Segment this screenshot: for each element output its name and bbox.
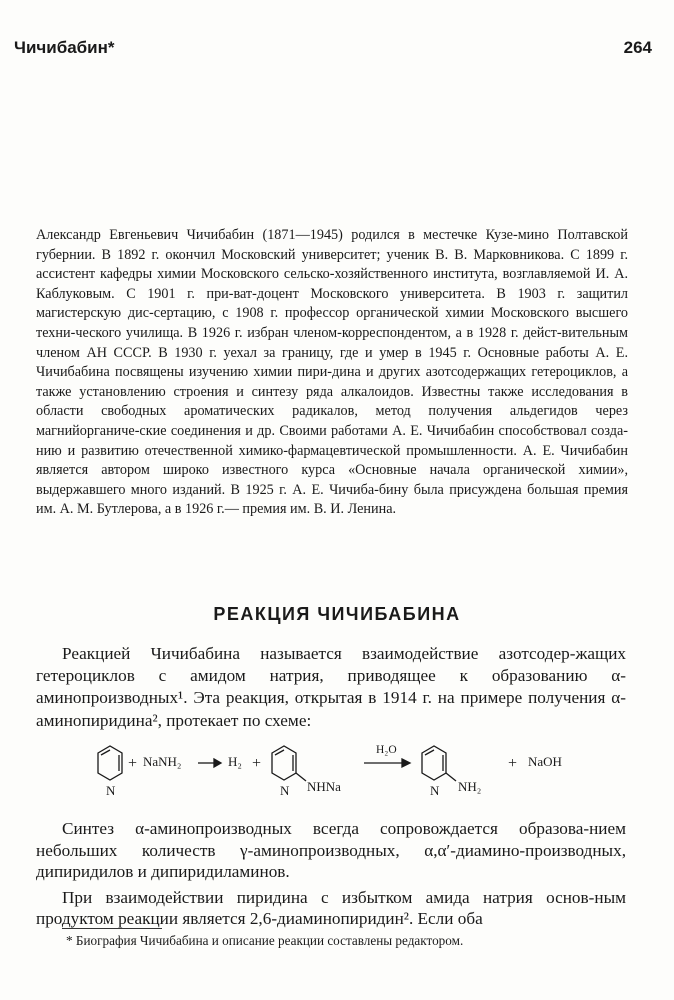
page-number: 264	[623, 38, 652, 57]
body-text	[36, 818, 626, 930]
section-title: РЕАКЦИЯ ЧИЧИБАБИНА	[213, 604, 461, 624]
body-paragraph-1: Синтез α-аминопроизводных всегда сопровождается образова-нием небольших количеств γ-аминопроизводных, α,α′-диамино-производных, дипиридилов и дипиридиламинов.	[36, 819, 626, 881]
running-title: Чичибабин*	[14, 38, 115, 57]
biography-block	[36, 226, 628, 520]
pyridine-ring	[98, 746, 122, 780]
footnote: * Биография Чичибабина и описание реакции составлены редактором.	[66, 933, 464, 948]
intermediate-ring	[272, 746, 306, 781]
arrow-2-icon	[364, 759, 410, 767]
footnote-rule	[62, 928, 162, 929]
reagent-label: NaNH₂	[143, 754, 182, 769]
page-header	[14, 38, 652, 64]
condition-label: H₂O	[376, 744, 397, 756]
byproduct-label: NaOH	[528, 754, 562, 769]
ring-n-2: N	[280, 783, 290, 798]
body-paragraph-2: При взаимодействии пиридина с избытком амида натрия основ-ным продуктом реакции является 2,6-диаминопиридин². Если оба	[36, 887, 626, 928]
ring-n-1: N	[106, 783, 116, 798]
plus-sign-3: +	[508, 755, 518, 772]
reaction-scheme	[80, 735, 600, 805]
h2-label: H₂	[228, 754, 242, 769]
ring-n-3: N	[430, 783, 440, 798]
intermediate-sub-label: NHNa	[307, 779, 341, 794]
reaction-scheme-svg	[80, 735, 600, 805]
arrow-1-icon	[198, 759, 221, 767]
product-sub-label: NH₂	[458, 779, 482, 794]
plus-sign-1: +	[128, 755, 138, 772]
biography-text: Александр Евгеньевич Чичибабин (1871—1945) родился в местечке Кузе-мино Полтавской губернии. В 1892 г. окончил Московский университет; ученик В. В. Марковникова. С 1899 г. ассистент кафедры химии Московского сельско-хозяйственного института, возглавляемой И. А. Каблуковым. С 1901 г. при-ват-доцент Московского университета. В 1903 г. защитил магистерскую дис-сертацию, с 1908 г. профессор органической химии Московского высшего техни-ческого училища. В 1926 г. избран членом-корреспондентом, а в 1928 г. дейст-вительным членом АН СССР. В 1930 г. уехал за границу, где и умер в 1945 г. Основные работы А. Е. Чичибабина посвящены изучению химии пири-дина и других азотсодержащих гетероциклов, а также установлению строения и синтезу ряда алкалоидов. Известны также исследования в области свободных ароматических радикалов, метод получения альдегидов через магнийорганиче-ские соединения и др. Своими работами А. Е. Чичибабин способствовал созда-нию и развитию отечественной химико-фармацевтической промышленности. А. Е. Чичибабин является автором широко известного курса «Основные начала органической химии», выдержавшего много изданий. В 1925 г. А. Е. Чичиба-бину была присуждена большая премия им. А. М. Бутлерова, а в 1926 г.— премия им. В. И. Ленина.	[36, 227, 628, 518]
intro-text: Реакцией Чичибабина называется взаимодействие азотсодер-жащих гетероциклов с амидом натрия, приводящее к образованию α-аминопроизводных¹. Эта реакция, открытая в 1914 г. на примере получения α-аминопиридина², протекает по схеме:	[36, 644, 626, 730]
product-ring	[422, 746, 456, 781]
intro-paragraph	[36, 643, 626, 732]
plus-sign-2: +	[252, 755, 262, 772]
